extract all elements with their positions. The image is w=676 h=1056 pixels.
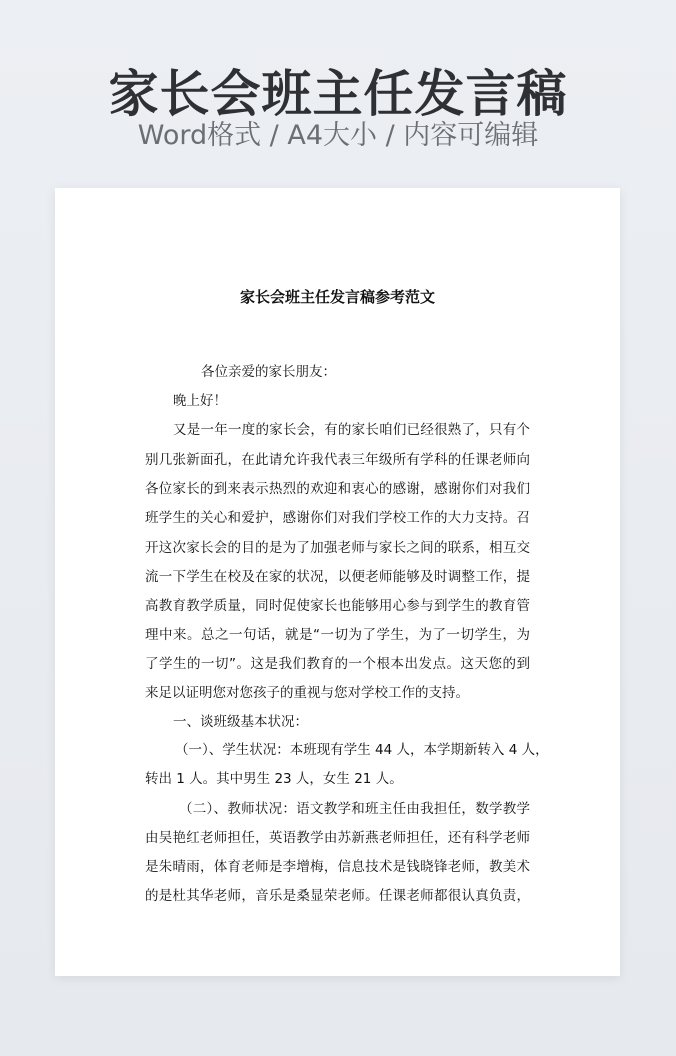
section-heading: 一、谈班级基本状况： — [173, 714, 308, 730]
salutation-line: 各位亲爱的家长朋友： — [201, 364, 336, 380]
paragraph-line: 的是杜其华老师，音乐是桑显荣老师。任课老师都很认真负责， — [145, 888, 530, 904]
paragraph-line: （二）、教师状况：语文教学和班主任由我担任，数学教学 — [179, 801, 530, 817]
paragraph-line: 由吴艳红老师担任，英语教学由苏新燕老师担任，还有科学老师 — [145, 830, 530, 846]
paragraph-line: 别几张新面孔，在此请允许我代表三年级所有学科的任课老师向 — [145, 452, 530, 468]
paragraph-line: （一）、学生状况：本班现有学生 44 人，本学期新转入 4 人， — [175, 742, 549, 758]
paragraph-line: 理中来。总之一句话，就是“一切为了学生，为了一切学生，为 — [145, 627, 530, 643]
document-title: 家长会班主任发言稿参考范文 — [239, 288, 435, 306]
document-page — [55, 188, 620, 976]
paragraph-line: 班学生的关心和爱护，感谢你们对我们学校工作的大力支持。召 — [145, 510, 530, 526]
paragraph-line: 了学生的一切”。这是我们教育的一个根本出发点。这天您的到 — [145, 656, 530, 672]
banner-title: 家长会班主任发言稿 — [108, 65, 568, 123]
paragraph-line: 是朱晴雨，体育老师是李增梅，信息技术是钱晓锋老师，教美术 — [145, 859, 530, 875]
banner-subtitle: Word格式 / A4大小 / 内容可编辑 — [137, 120, 539, 151]
paragraph-line: 高教育教学质量，同时促使家长也能够用心参与到学生的教育管 — [145, 598, 530, 614]
paragraph-line: 开这次家长会的目的是为了加强老师与家长之间的联系，相互交 — [145, 540, 530, 556]
paragraph-line: 又是一年一度的家长会，有的家长咱们已经很熟了，只有个 — [173, 422, 530, 438]
greeting-line: 晚上好！ — [173, 393, 227, 409]
paragraph-line: 来足以证明您对您孩子的重视与您对学校工作的支持。 — [145, 685, 469, 701]
paragraph-line: 各位家长的到来表示热烈的欢迎和衷心的感谢，感谢你们对我们 — [145, 481, 530, 497]
paragraph-line: 流一下学生在校及在家的状况，以便老师能够及时调整工作，提 — [145, 569, 530, 585]
paragraph-line: 转出 1 人。其中男生 23 人，女生 21 人。 — [145, 771, 403, 787]
